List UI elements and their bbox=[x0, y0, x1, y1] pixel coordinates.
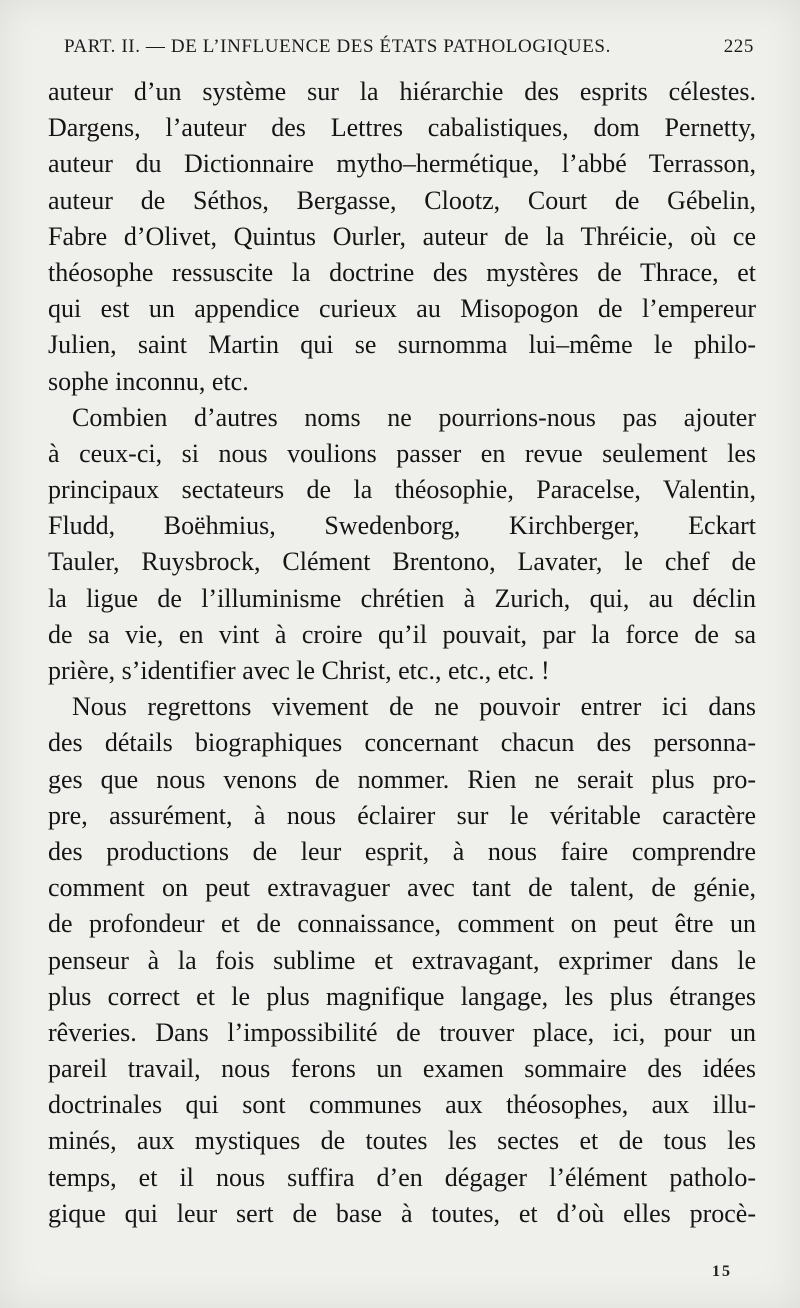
text-line: Combien d’autres noms ne pourrions-nous pas ajouter bbox=[72, 402, 756, 432]
text-line: auteur de Séthos, Bergasse, Clootz, Court de Gébelin, bbox=[48, 185, 756, 215]
text-line: des détails biographiques concernant chacun des personna- bbox=[48, 728, 756, 758]
text-line: de sa vie, en vint à croire qu’il pouvait, par la force de sa bbox=[48, 619, 756, 649]
running-title: PART. II. — DE L’INFLUENCE DES ÉTATS PATHOLOGIQUES. bbox=[64, 36, 611, 57]
text-line: qui est un appendice curieux au Misopogon de l’empereur bbox=[48, 294, 756, 324]
text-line: principaux sectateurs de la théosophie, Paracelse, Valentin, bbox=[48, 475, 756, 505]
text-line: Fludd, Boëhmius, Swedenborg, Kirchberger, Eckart bbox=[48, 511, 756, 541]
running-header bbox=[64, 36, 754, 62]
text-line: ges que nous venons de nommer. Rien ne serait plus pro- bbox=[48, 764, 756, 794]
text-line: sophe inconnu, etc. bbox=[48, 366, 249, 396]
text-line: doctrinales qui sont communes aux théosophes, aux illu- bbox=[48, 1090, 756, 1120]
text-line: Tauler, Ruysbrock, Clément Brentono, Lavater, le chef de bbox=[48, 547, 756, 577]
text-line: pareil travail, nous ferons un examen sommaire des idées bbox=[48, 1054, 756, 1084]
text-line: comment on peut extravaguer avec tant de talent, de génie, bbox=[48, 873, 756, 903]
text-line: de profondeur et de connaissance, comment on peut être un bbox=[48, 909, 756, 939]
text-line: prière, s’identifier avec le Christ, etc., etc., etc. ! bbox=[48, 656, 550, 685]
signature-mark: 15 bbox=[712, 1263, 732, 1280]
text-line: gique qui leur sert de base à toutes, et d’où elles procè- bbox=[48, 1198, 756, 1228]
body-text bbox=[48, 74, 756, 1232]
text-line: à ceux-ci, si nous voulions passer en revue seulement les bbox=[48, 438, 756, 468]
text-line: pre, assurément, à nous éclairer sur le véritable caractère bbox=[48, 800, 756, 830]
text-line: minés, aux mystiques de toutes les sectes et de tous les bbox=[48, 1126, 756, 1156]
text-line: Fabre d’Olivet, Quintus Ourler, auteur de la Thréicie, où ce bbox=[48, 221, 756, 251]
text-line: Nous regrettons vivement de ne pouvoir entrer ici dans bbox=[72, 692, 756, 722]
text-line: plus correct et le plus magnifique langage, les plus étranges bbox=[48, 981, 756, 1011]
text-line: théosophe ressuscite la doctrine des mystères de Thrace, et bbox=[48, 257, 756, 287]
text-line: des productions de leur esprit, à nous faire comprendre bbox=[48, 836, 756, 866]
page-number: 225 bbox=[723, 36, 754, 57]
text-line: auteur du Dictionnaire mytho–hermétique, l’abbé Terrasson, bbox=[48, 149, 756, 179]
text-line: Dargens, l’auteur des Lettres cabalistiques, dom Pernetty, bbox=[48, 113, 756, 143]
text-line: Julien, saint Martin qui se surnomma lui–même le philo- bbox=[48, 330, 756, 360]
text-line: temps, et il nous suffira d’en dégager l’élément patholo- bbox=[48, 1162, 756, 1192]
text-line: rêveries. Dans l’impossibilité de trouver place, ici, pour un bbox=[48, 1017, 756, 1047]
text-line: auteur d’un système sur la hiérarchie des esprits célestes. bbox=[48, 77, 756, 106]
text-line: la ligue de l’illuminisme chrétien à Zurich, qui, au déclin bbox=[48, 583, 756, 613]
text-line: penseur à la fois sublime et extravagant, exprimer dans le bbox=[48, 945, 756, 975]
